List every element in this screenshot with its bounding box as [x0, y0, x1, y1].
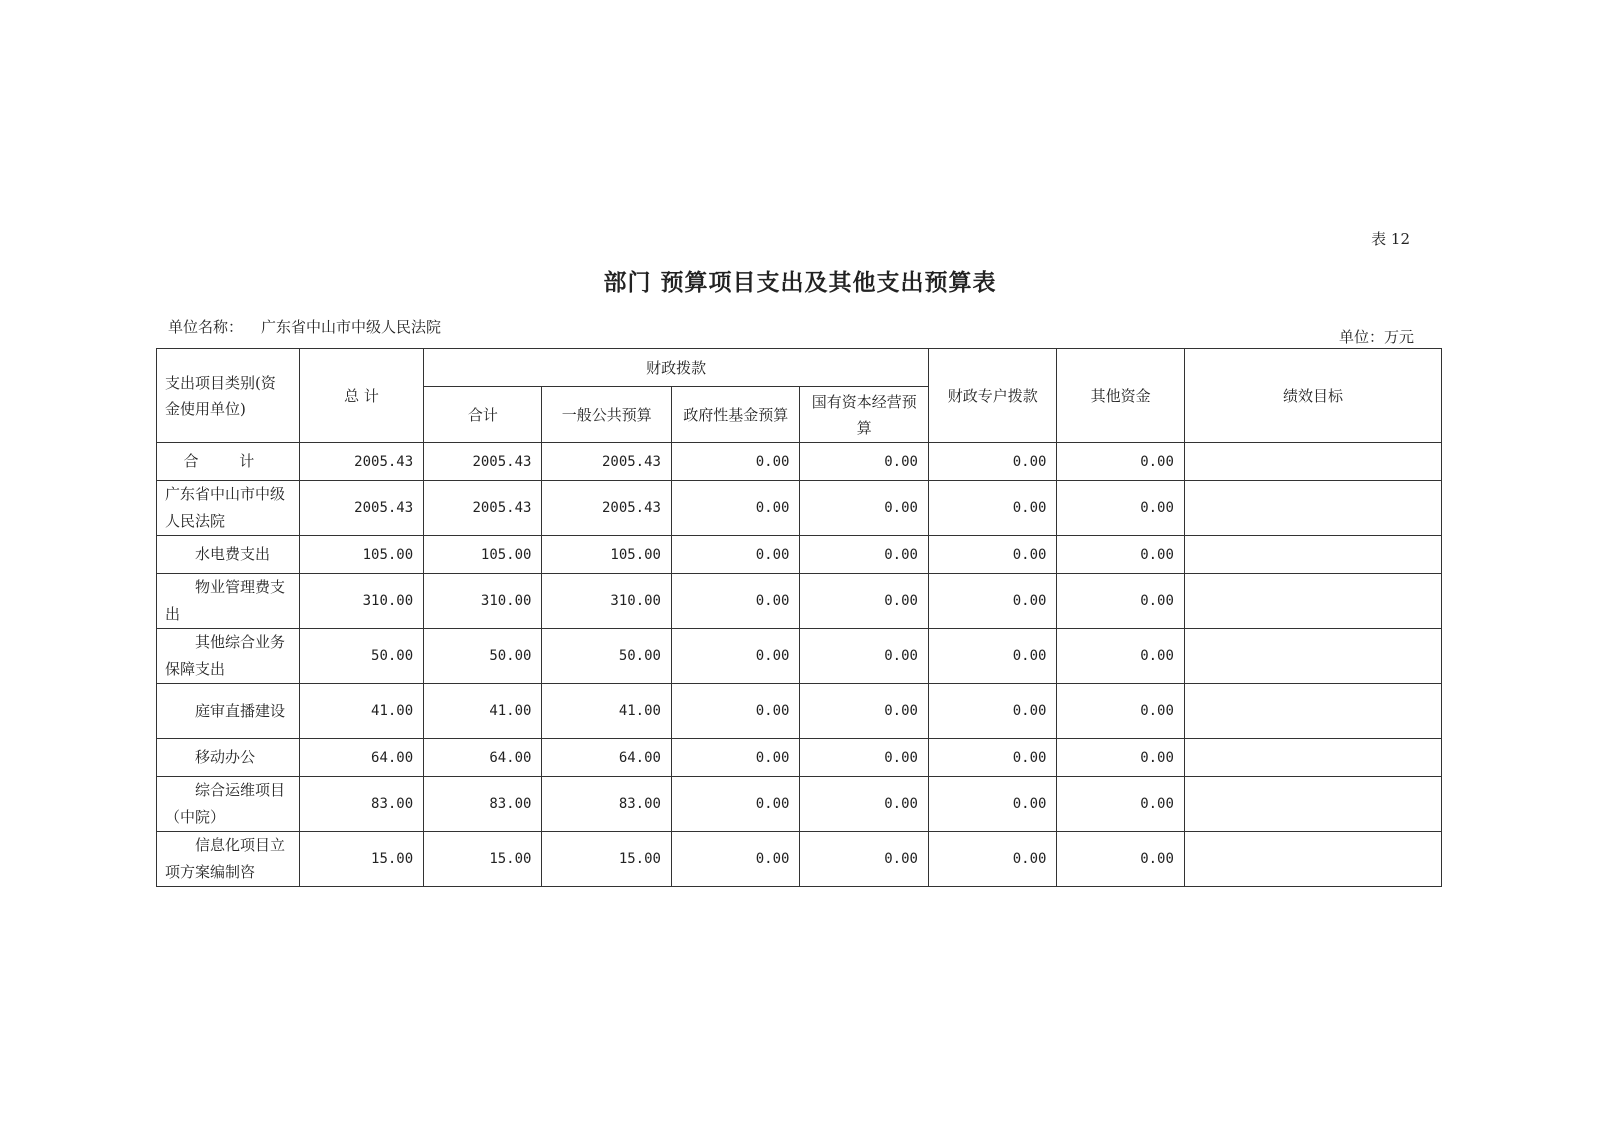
table-row	[157, 832, 1442, 887]
cell-special: 0.00	[928, 443, 1056, 481]
cell-special: 0.00	[928, 832, 1056, 887]
cell-fiscal-sum: 2005.43	[424, 481, 542, 536]
cell-general: 83.00	[542, 777, 672, 832]
cell-total: 50.00	[299, 629, 423, 684]
table-row	[157, 684, 1442, 739]
cell-goal	[1184, 832, 1441, 887]
page-title: 部门 预算项目支出及其他支出预算表	[603, 270, 997, 296]
cell-goal	[1184, 777, 1441, 832]
cell-state-capital: 0.00	[800, 481, 929, 536]
cell-total: 2005.43	[299, 443, 423, 481]
cell-gov-fund: 0.00	[671, 574, 799, 629]
cell-gov-fund: 0.00	[671, 481, 799, 536]
cell-state-capital: 0.00	[800, 739, 929, 777]
cell-other: 0.00	[1057, 481, 1184, 536]
cell-other: 0.00	[1057, 739, 1184, 777]
cell-other: 0.00	[1057, 574, 1184, 629]
cell-fiscal-sum: 41.00	[424, 684, 542, 739]
row-name: 水电费支出	[157, 536, 300, 574]
header-performance: 绩效目标	[1184, 349, 1441, 443]
cell-fiscal-sum: 64.00	[424, 739, 542, 777]
cell-fiscal-sum: 310.00	[424, 574, 542, 629]
cell-other: 0.00	[1057, 536, 1184, 574]
cell-special: 0.00	[928, 684, 1056, 739]
cell-other: 0.00	[1057, 629, 1184, 684]
cell-general: 15.00	[542, 832, 672, 887]
cell-gov-fund: 0.00	[671, 629, 799, 684]
cell-goal	[1184, 443, 1441, 481]
cell-state-capital: 0.00	[800, 629, 929, 684]
cell-special: 0.00	[928, 574, 1056, 629]
cell-total: 83.00	[299, 777, 423, 832]
cell-fiscal-sum: 105.00	[424, 536, 542, 574]
cell-total: 41.00	[299, 684, 423, 739]
cell-goal	[1184, 574, 1441, 629]
cell-goal	[1184, 684, 1441, 739]
cell-goal	[1184, 481, 1441, 536]
cell-state-capital: 0.00	[800, 832, 929, 887]
cell-fiscal-sum: 2005.43	[424, 443, 542, 481]
cell-general: 2005.43	[542, 443, 672, 481]
cell-general: 41.00	[542, 684, 672, 739]
cell-state-capital: 0.00	[800, 536, 929, 574]
header-state-capital: 国有资本经营预算	[800, 387, 929, 443]
row-name: 其他综合业务保障支出	[157, 629, 300, 684]
header-special: 财政专户拨款	[928, 349, 1056, 443]
table-row	[157, 443, 1442, 481]
cell-state-capital: 0.00	[800, 684, 929, 739]
cell-goal	[1184, 536, 1441, 574]
cell-state-capital: 0.00	[800, 443, 929, 481]
row-name: 物业管理费支出	[157, 574, 300, 629]
header-other: 其他资金	[1057, 349, 1184, 443]
cell-general: 64.00	[542, 739, 672, 777]
table-row	[157, 777, 1442, 832]
cell-state-capital: 0.00	[800, 574, 929, 629]
cell-total: 64.00	[299, 739, 423, 777]
cell-general: 2005.43	[542, 481, 672, 536]
cell-fiscal-sum: 50.00	[424, 629, 542, 684]
header-category: 支出项目类别(资金使用单位)	[157, 349, 300, 443]
cell-gov-fund: 0.00	[671, 443, 799, 481]
row-name: 合 计	[157, 443, 300, 481]
cell-general: 310.00	[542, 574, 672, 629]
row-name: 综合运维项目（中院）	[157, 777, 300, 832]
table-row	[157, 481, 1442, 536]
cell-gov-fund: 0.00	[671, 536, 799, 574]
cell-special: 0.00	[928, 629, 1056, 684]
cell-general: 105.00	[542, 536, 672, 574]
row-name: 移动办公	[157, 739, 300, 777]
cell-gov-fund: 0.00	[671, 777, 799, 832]
cell-other: 0.00	[1057, 777, 1184, 832]
row-name: 广东省中山市中级人民法院	[157, 481, 300, 536]
cell-special: 0.00	[928, 777, 1056, 832]
cell-gov-fund: 0.00	[671, 684, 799, 739]
cell-fiscal-sum: 83.00	[424, 777, 542, 832]
cell-special: 0.00	[928, 536, 1056, 574]
table-row	[157, 574, 1442, 629]
header-general-budget: 一般公共预算	[542, 387, 672, 443]
cell-gov-fund: 0.00	[671, 739, 799, 777]
cell-total: 105.00	[299, 536, 423, 574]
cell-total: 15.00	[299, 832, 423, 887]
cell-total: 310.00	[299, 574, 423, 629]
cell-other: 0.00	[1057, 832, 1184, 887]
header-gov-fund: 政府性基金预算	[671, 387, 799, 443]
header-total: 总 计	[299, 349, 423, 443]
cell-other: 0.00	[1057, 684, 1184, 739]
unit-name-line	[168, 316, 441, 337]
cell-gov-fund: 0.00	[671, 832, 799, 887]
row-name: 庭审直播建设	[157, 684, 300, 739]
cell-special: 0.00	[928, 481, 1056, 536]
cell-special: 0.00	[928, 739, 1056, 777]
unit-name-value: 广东省中山市中级人民法院	[261, 318, 442, 336]
table-row	[157, 629, 1442, 684]
cell-total: 2005.43	[299, 481, 423, 536]
header-fiscal-sum: 合计	[424, 387, 542, 443]
table-row	[157, 536, 1442, 574]
table-number: 表 12	[1371, 230, 1410, 248]
unit-name-label: 单位名称：	[168, 318, 244, 336]
cell-fiscal-sum: 15.00	[424, 832, 542, 887]
cell-general: 50.00	[542, 629, 672, 684]
table-row	[157, 739, 1442, 777]
header-fiscal: 财政拨款	[424, 349, 929, 387]
cell-state-capital: 0.00	[800, 777, 929, 832]
cell-goal	[1184, 739, 1441, 777]
cell-other: 0.00	[1057, 443, 1184, 481]
currency-unit: 单位：万元	[1338, 328, 1414, 346]
cell-goal	[1184, 629, 1441, 684]
header-row-1	[157, 349, 1442, 387]
budget-table	[156, 348, 1442, 887]
row-name: 信息化项目立项方案编制咨	[157, 832, 300, 887]
